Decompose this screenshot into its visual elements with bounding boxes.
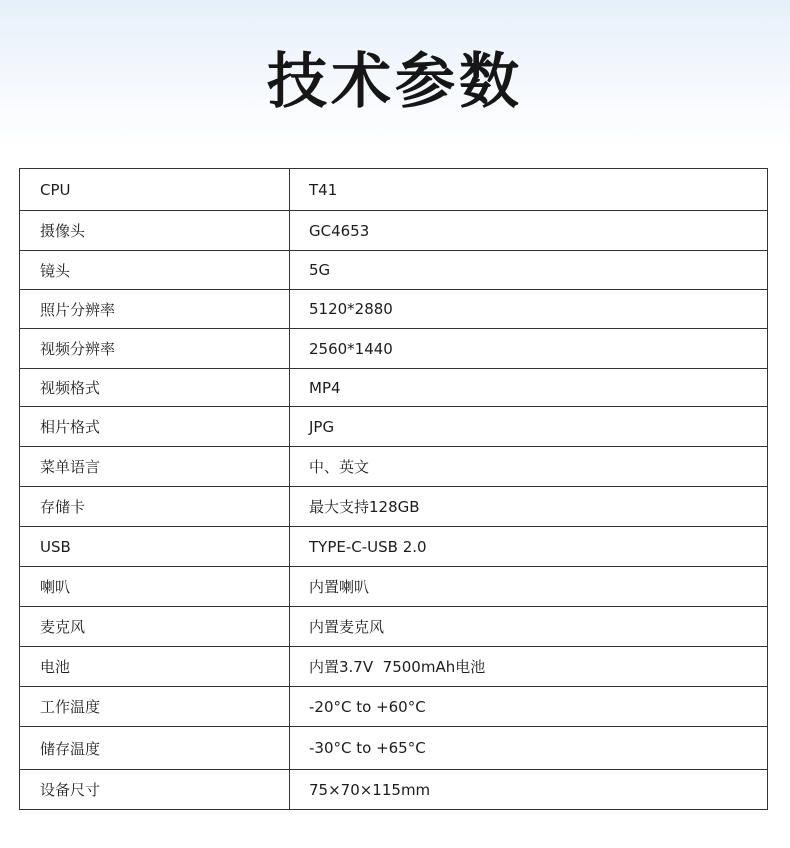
spec-key-photo-resolution: 照片分辨率 (20, 290, 290, 329)
spec-key-video-resolution: 视频分辨率 (20, 329, 290, 369)
table-row (20, 487, 768, 527)
spec-value-storage-temperature: -30°C to +65°C (290, 727, 768, 770)
table-row (20, 687, 768, 727)
spec-key-battery: 电池 (20, 647, 290, 687)
spec-table-body (20, 169, 768, 810)
table-row (20, 407, 768, 447)
spec-value-video-format: MP4 (290, 369, 768, 407)
spec-value-photo-format: JPG (290, 407, 768, 447)
table-row (20, 647, 768, 687)
spec-key-microphone: 麦克风 (20, 607, 290, 647)
table-row (20, 251, 768, 290)
spec-value-menu-language: 中、英文 (290, 447, 768, 487)
spec-value-microphone: 内置麦克风 (290, 607, 768, 647)
table-row (20, 567, 768, 607)
table-row (20, 290, 768, 329)
page-title: 技术参数 (267, 47, 523, 117)
table-row (20, 329, 768, 369)
spec-value-usb: TYPE-C-USB 2.0 (290, 527, 768, 567)
table-row (20, 727, 768, 770)
table-row (20, 169, 768, 211)
spec-value-battery: 内置3.7V 7500mAh电池 (290, 647, 768, 687)
table-row (20, 527, 768, 567)
table-row (20, 447, 768, 487)
spec-table (19, 168, 768, 810)
spec-key-usb: USB (20, 527, 290, 567)
table-row (20, 211, 768, 251)
spec-value-lens: 5G (290, 251, 768, 290)
spec-value-speaker: 内置喇叭 (290, 567, 768, 607)
spec-key-memory-card: 存储卡 (20, 487, 290, 527)
spec-key-storage-temperature: 储存温度 (20, 727, 290, 770)
spec-value-operating-temperature: -20°C to +60°C (290, 687, 768, 727)
table-row (20, 369, 768, 407)
spec-value-memory-card: 最大支持128GB (290, 487, 768, 527)
table-row (20, 770, 768, 810)
spec-value-camera: GC4653 (290, 211, 768, 251)
spec-value-photo-resolution: 5120*2880 (290, 290, 768, 329)
spec-key-lens: 镜头 (20, 251, 290, 290)
table-row (20, 607, 768, 647)
spec-key-dimensions: 设备尺寸 (20, 770, 290, 810)
spec-key-operating-temperature: 工作温度 (20, 687, 290, 727)
spec-key-camera: 摄像头 (20, 211, 290, 251)
spec-value-cpu: T41 (290, 169, 768, 211)
spec-value-video-resolution: 2560*1440 (290, 329, 768, 369)
spec-key-menu-language: 菜单语言 (20, 447, 290, 487)
spec-key-video-format: 视频格式 (20, 369, 290, 407)
spec-key-speaker: 喇叭 (20, 567, 290, 607)
spec-key-photo-format: 相片格式 (20, 407, 290, 447)
spec-key-cpu: CPU (20, 169, 290, 211)
spec-value-dimensions: 75×70×115mm (290, 770, 768, 810)
